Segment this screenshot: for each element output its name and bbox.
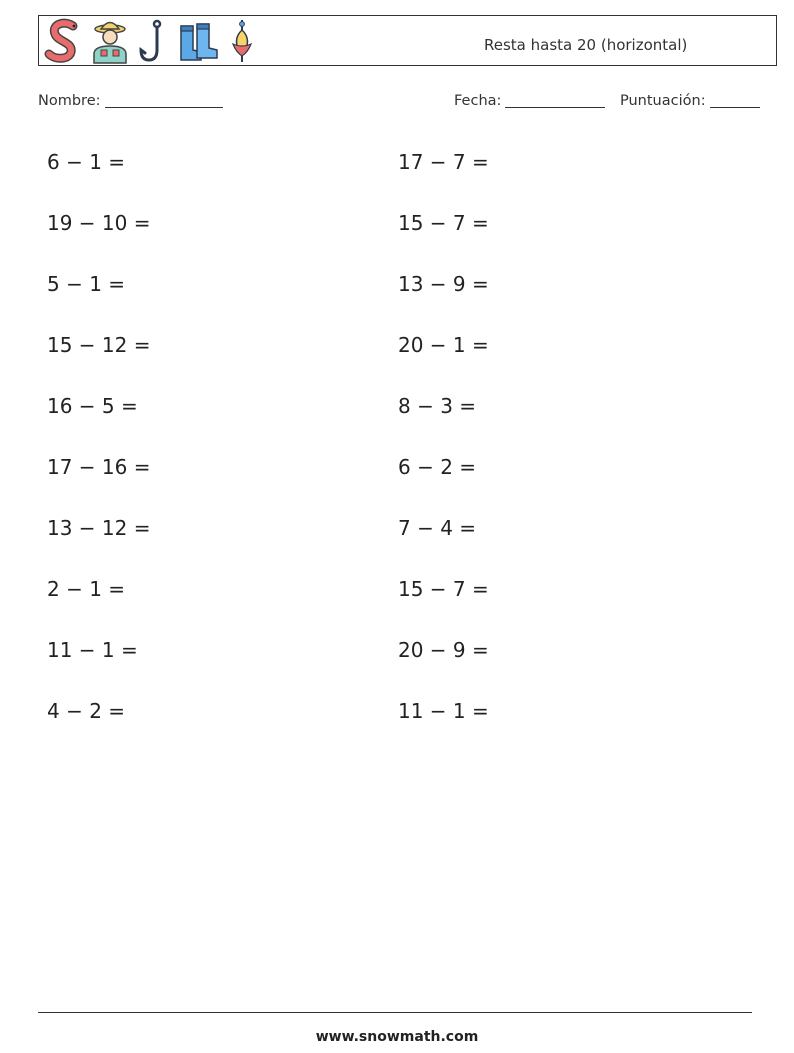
- problem-item: 19 − 10 =: [47, 211, 151, 235]
- problem-item: 13 − 12 =: [47, 516, 151, 540]
- problem-item: 15 − 12 =: [47, 333, 151, 357]
- problem-item: 11 − 1 =: [398, 699, 489, 723]
- problem-item: 15 − 7 =: [398, 211, 489, 235]
- problem-item: 8 − 3 =: [398, 394, 477, 418]
- problem-item: 16 − 5 =: [47, 394, 138, 418]
- problem-item: 2 − 1 =: [47, 577, 126, 601]
- date-field: [454, 93, 605, 109]
- problem-item: 20 − 9 =: [398, 638, 489, 662]
- problem-item: 15 − 7 =: [398, 577, 489, 601]
- footer-website: www.snowmath.com: [315, 1029, 479, 1045]
- worksheet-header: [38, 15, 777, 66]
- rubber-boots-icon: [177, 18, 221, 64]
- fisherman-icon: [89, 18, 131, 64]
- date-label: Fecha:: [454, 93, 502, 109]
- score-blank: [710, 93, 760, 108]
- fishing-float-icon: [227, 18, 257, 64]
- score-field: [620, 93, 760, 109]
- date-blank: [505, 93, 605, 108]
- problem-item: 7 − 4 =: [398, 516, 477, 540]
- problem-item: 11 − 1 =: [47, 638, 138, 662]
- problem-item: 5 − 1 =: [47, 272, 126, 296]
- problem-item: 20 − 1 =: [398, 333, 489, 357]
- problem-item: 6 − 1 =: [47, 150, 126, 174]
- problem-item: 17 − 16 =: [47, 455, 151, 479]
- worksheet-title: Resta hasta 20 (horizontal): [484, 36, 688, 54]
- name-label: Nombre:: [38, 93, 101, 109]
- fish-hook-icon: [137, 18, 167, 64]
- problem-item: 13 − 9 =: [398, 272, 489, 296]
- name-blank: [105, 93, 223, 108]
- problem-item: 17 − 7 =: [398, 150, 489, 174]
- name-field: [38, 93, 223, 109]
- footer-divider: [38, 1012, 752, 1013]
- score-label: Puntuación:: [620, 93, 706, 109]
- worm-icon: [43, 18, 83, 64]
- problem-item: 4 − 2 =: [47, 699, 126, 723]
- problem-item: 6 − 2 =: [398, 455, 477, 479]
